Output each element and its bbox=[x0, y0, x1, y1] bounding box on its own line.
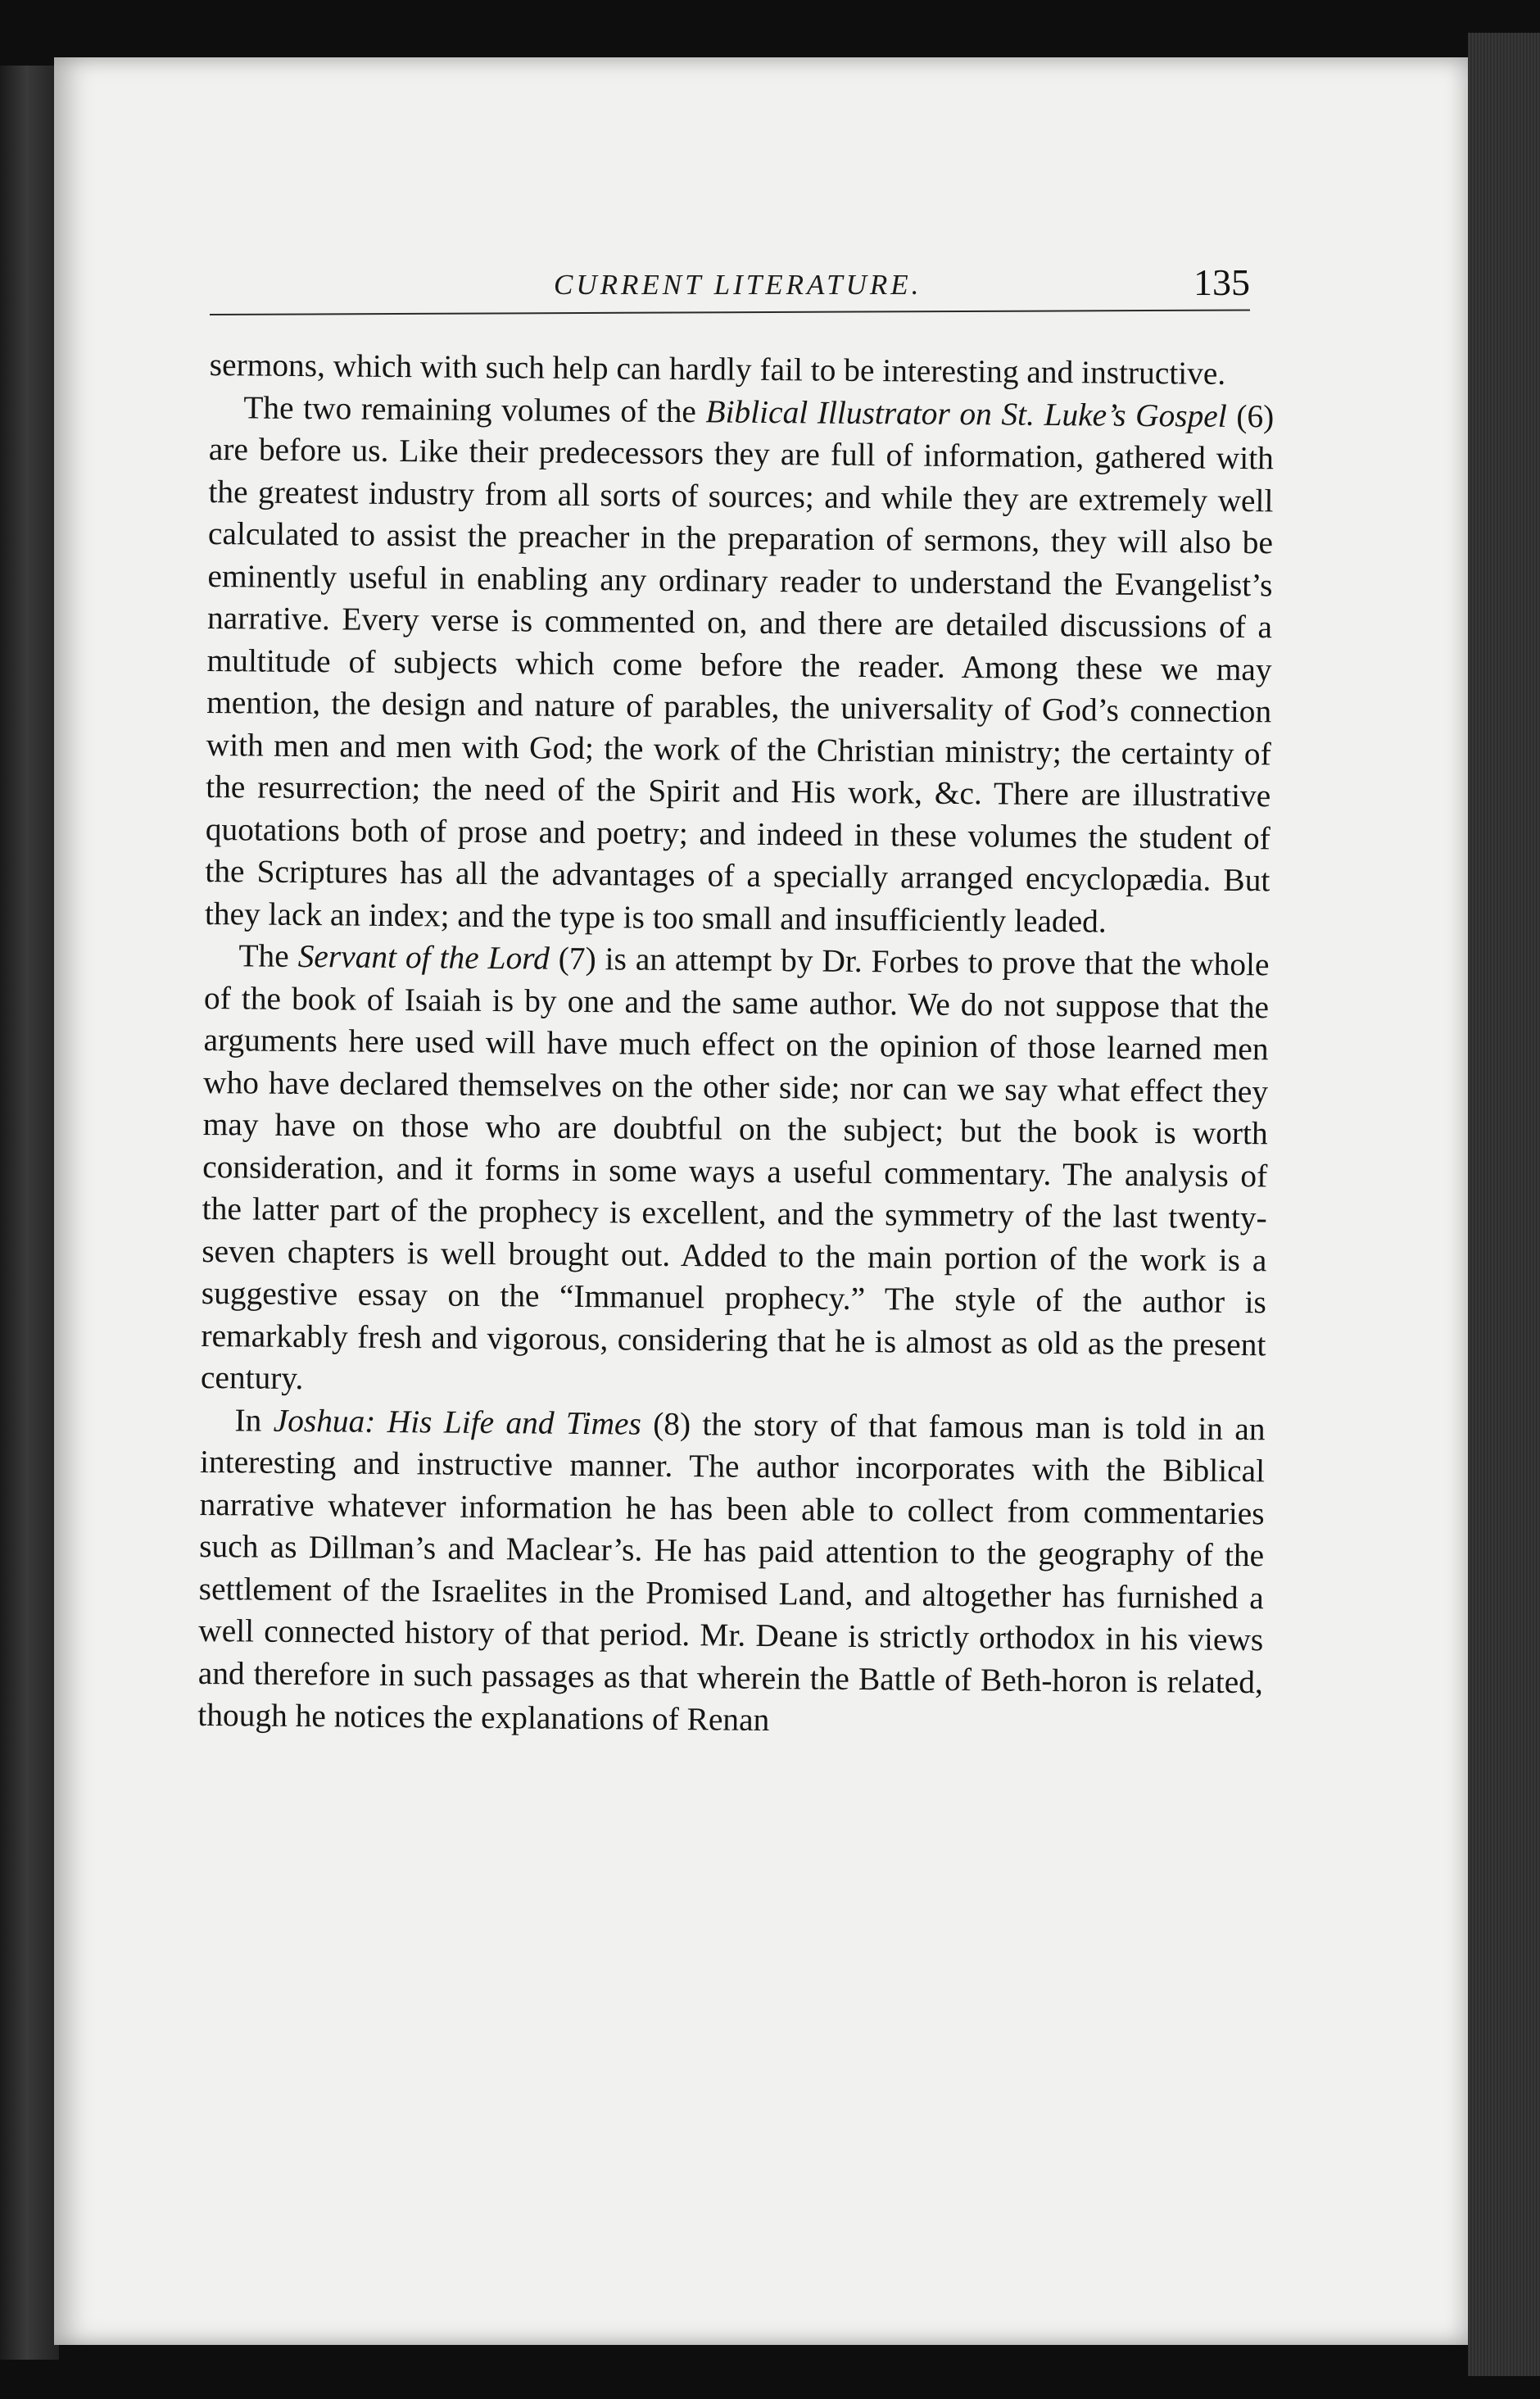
paragraph-joshua bbox=[197, 1399, 1266, 1745]
paragraph-text-pre: In bbox=[234, 1401, 274, 1439]
paragraph-text-pre: The bbox=[238, 937, 298, 974]
page-header bbox=[210, 254, 1250, 328]
book-title-joshua: Joshua: His Life and Times bbox=[273, 1402, 642, 1442]
paragraph-biblical-illustrator bbox=[205, 386, 1275, 944]
paragraph-text-post: (7) is an attempt by Dr. Forbes to prove that the whole of the book of Isaiah is by one and the same author. We do not suppose that the arguments here used will have much effect on the opinion of those learned men who have declared themselves on the other side; nor can we say what effect they may have on those who are doubtful on the subject; but the book is worth consideration, and it forms in some ways a useful commentary. The analysis of the latter part of the prophecy is excellent, and the symmetry of the last twenty-seven chapters is well brought out. Added to the main portion of the work is a suggestive essay on the “Immanuel prophecy.” The style of the author is remarkably fresh and vigorous, considering that he is almost as old as the present century. bbox=[200, 940, 1270, 1397]
running-head: CURRENT LITERATURE. bbox=[554, 269, 922, 301]
book-title-biblical-illustrator: Biblical Illustrator on St. Luke’s Gospel bbox=[705, 392, 1227, 434]
paragraph-servant-of-the-lord bbox=[201, 935, 1270, 1408]
paragraph-text-pre: The two remaining volumes of the bbox=[243, 388, 706, 429]
page-number: 135 bbox=[1194, 261, 1250, 303]
book-page-edges bbox=[1468, 33, 1540, 2376]
page-body bbox=[197, 344, 1275, 1746]
header-rule bbox=[210, 309, 1250, 315]
paragraph-text-post: (6) are before us. Like their predecessors they are full of information, gathered with the greatest industry from all sorts of sources; and while they are extremely well calculated to assist the preacher in the preparation of sermons, they will also be eminently useful in enabling any ordinary reader to understand the Evangelist’s narrative. Every verse is commented on, and there are detailed discussions of a multitude of subjects which come before the reader. Among these we may mention, the design and nature of parables, the universality of God’s connection with men and men with God; the work of the Christian ministry; the certainty of the resurrection; the need of the Spirit and His work, &c. There are illustrative quotations both of prose and poetry; and indeed in these volumes the student of the Scriptures has all the advantages of a specially arranged encyclopædia. But they lack an index; and the type is too small and insufficiently leaded. bbox=[204, 397, 1275, 940]
paragraph-text-post: (8) the story of that famous man is told in an interesting and instructive manner. The author incorporates with the Biblical narrative whatever information he has been able to collect from commentaries such as Dillman’s and Maclear’s. He has paid attention to the geography of the settlement of the Israelites in the Promised Land, and altogether has furnished a well connected history of that period. Mr. Deane is strictly orthodox in his views and therefore in such passages as that wherein the Battle of Beth-horon is related, though he notices the explanations of Renan bbox=[197, 1405, 1266, 1739]
book-title-servant-of-the-lord: Servant of the Lord bbox=[297, 937, 550, 977]
paragraph-text: sermons, which with such help can hardly fail to be interesting and instructive. bbox=[209, 346, 1226, 392]
book-page bbox=[54, 57, 1468, 2345]
book-spine-shadow bbox=[0, 66, 59, 2360]
